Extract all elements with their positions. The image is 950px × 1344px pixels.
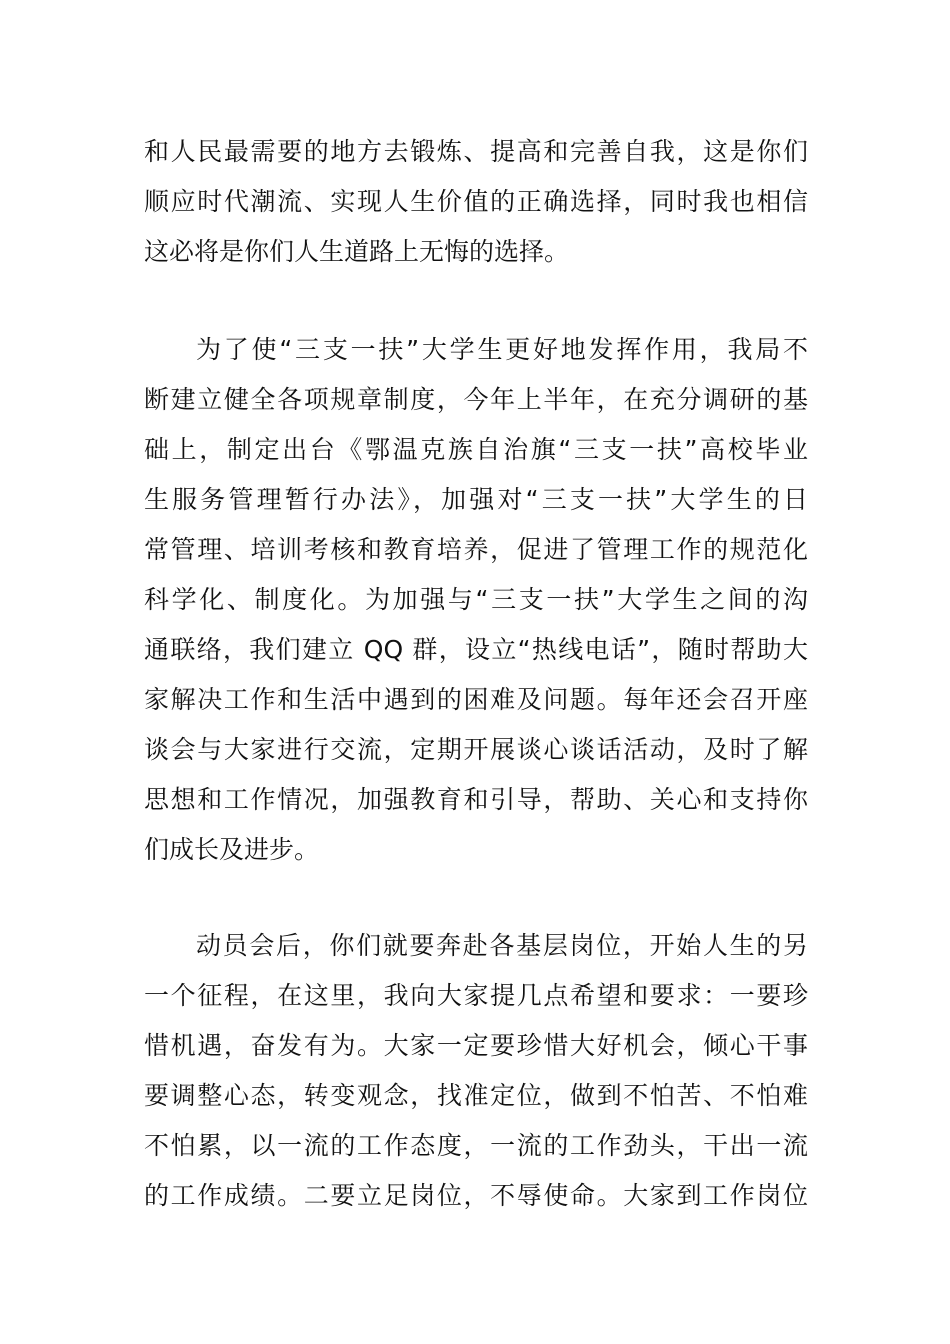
text-line: 这必将是你们人生道路上无悔的选择。	[144, 237, 570, 266]
text-line: 们成长及进步。	[144, 835, 320, 864]
text-line: 惜机遇，奋发有为。大家一定要珍惜大好机会，倾心干事	[144, 1031, 808, 1060]
text-line: 和人民最需要的地方去锻炼、提高和完善自我，这是你们	[144, 137, 808, 166]
text-line: 一个征程，在这里，我向大家提几点希望和要求：一要珍	[144, 981, 808, 1010]
text-line: 常管理、培训考核和教育培养，促进了管理工作的规范化	[144, 535, 808, 564]
text-line: 础上，制定出台《鄂温克族自治旗“三支一扶”高校毕业	[144, 435, 808, 464]
text-line: 动员会后，你们就要奔赴各基层岗位，开始人生的另	[196, 931, 808, 960]
text-line: 不怕累，以一流的工作态度，一流的工作劲头，干出一流	[144, 1131, 808, 1160]
text-line: 谈会与大家进行交流，定期开展谈心谈话活动，及时了解	[144, 735, 808, 764]
text-line: 通联络，我们建立 QQ 群，设立“热线电话”，随时帮助大	[144, 635, 808, 664]
text-line: 要调整心态，转变观念，找准定位，做到不怕苦、不怕难	[144, 1081, 808, 1110]
text-line: 顺应时代潮流、实现人生价值的正确选择，同时我也相信	[144, 187, 808, 216]
text-line: 断建立健全各项规章制度，今年上半年，在充分调研的基	[144, 385, 808, 414]
text-line: 科学化、制度化。为加强与“三支一扶”大学生之间的沟	[144, 585, 808, 614]
paragraph-1	[144, 127, 808, 277]
text-line: 思想和工作情况，加强教育和引导，帮助、关心和支持你	[144, 785, 808, 814]
text-line: 为了使“三支一扶”大学生更好地发挥作用，我局不	[196, 335, 808, 364]
paragraph-2	[144, 325, 808, 875]
text-line: 生服务管理暂行办法》，加强对“三支一扶”大学生的日	[144, 485, 808, 514]
text-line: 的工作成绩。二要立足岗位，不辱使命。大家到工作岗位	[144, 1181, 808, 1210]
paragraph-3	[144, 921, 808, 1221]
text-line: 家解决工作和生活中遇到的困难及问题。每年还会召开座	[144, 685, 808, 714]
